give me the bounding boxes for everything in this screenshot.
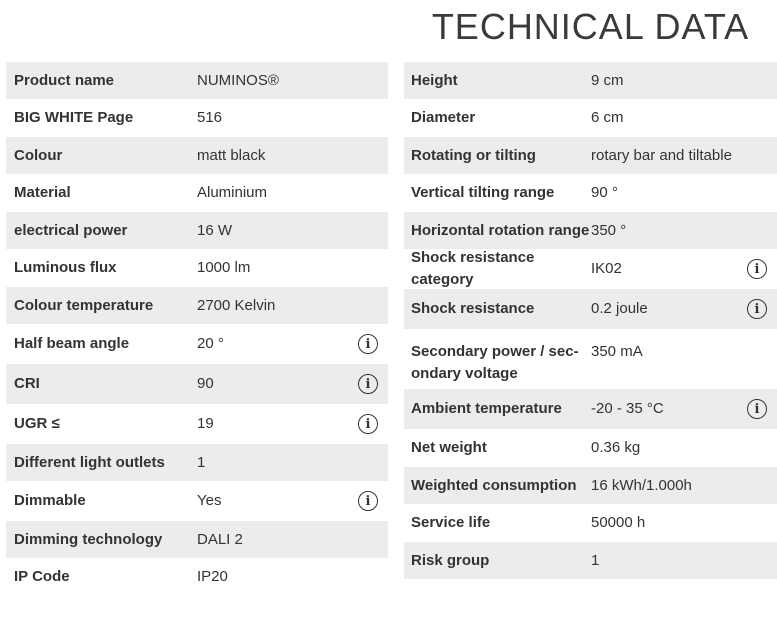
spec-value: 90 °	[591, 184, 618, 201]
left-spec-table	[6, 62, 388, 596]
spec-row-light-outlets	[6, 444, 388, 481]
spec-label: Diameter	[411, 109, 476, 126]
spec-row-electrical-power	[6, 212, 388, 249]
spec-label: Horizontal rotation range	[411, 221, 590, 239]
spec-label: BIG WHITE Page	[14, 109, 134, 126]
spec-value: 90	[197, 375, 214, 392]
spec-row-shock-resistance	[404, 289, 777, 329]
spec-row-height	[404, 62, 777, 99]
spec-label: Luminous flux	[14, 259, 117, 276]
info-icon[interactable]: i	[747, 299, 767, 319]
info-icon[interactable]: i	[358, 334, 378, 354]
info-icon[interactable]: i	[747, 259, 767, 279]
spec-value: 9 cm	[591, 71, 624, 89]
spec-row-colour	[6, 137, 388, 174]
spec-value: 1	[197, 453, 206, 471]
spec-label-line: Secondary power / sec-	[411, 343, 579, 360]
spec-label: Rotating or tilting	[411, 146, 536, 164]
spec-value: 2700 Kelvin	[197, 296, 276, 314]
info-icon[interactable]: i	[358, 374, 378, 394]
spec-label: Different light outlets	[14, 453, 165, 471]
spec-label: Shock resistance	[411, 300, 535, 317]
spec-label: Dimming technology	[14, 530, 163, 548]
spec-value: matt black	[197, 146, 266, 164]
spec-value: IP20	[197, 568, 228, 585]
info-icon[interactable]: i	[358, 414, 378, 434]
spec-row-dimmable	[6, 481, 388, 521]
spec-row-luminous-flux	[6, 249, 388, 287]
spec-row-ip-code	[6, 558, 388, 596]
spec-label: CRI	[14, 375, 40, 392]
spec-label: Vertical tilting range	[411, 184, 555, 201]
spec-value: 516	[197, 109, 223, 126]
spec-label: Colour	[14, 146, 63, 164]
spec-value: -20 - 35 °C	[591, 400, 664, 417]
spec-value: 16 W	[197, 221, 233, 239]
spec-value: 1	[591, 551, 600, 569]
spec-row-net-weight	[404, 429, 777, 467]
spec-label: Net weight	[411, 439, 487, 456]
spec-value: NUMINOS®	[197, 71, 279, 89]
spec-value: rotary bar and tiltable	[591, 146, 732, 164]
spec-row-secondary-power	[404, 329, 777, 389]
spec-row-service-life	[404, 504, 777, 542]
spec-row-dimming-technology	[6, 521, 388, 558]
spec-value: 6 cm	[591, 109, 624, 126]
spec-row-material	[6, 174, 388, 212]
spec-row-half-beam-angle	[6, 324, 388, 364]
spec-value: 350 mA	[591, 343, 643, 360]
spec-label: Material	[14, 184, 71, 201]
spec-value: 350 °	[591, 221, 627, 239]
spec-row-shock-category	[404, 249, 777, 289]
spec-label: Service life	[411, 514, 491, 531]
info-icon[interactable]: i	[358, 491, 378, 511]
spec-label: Weighted consumption	[411, 476, 577, 494]
spec-label: Colour temperature	[14, 296, 154, 314]
spec-label: Shock resistance category	[411, 249, 535, 288]
spec-label: Risk group	[411, 551, 490, 569]
spec-value: 0.2 joule	[591, 300, 648, 317]
spec-row-product-name	[6, 62, 388, 99]
spec-value: Yes	[197, 492, 222, 509]
spec-label: IP Code	[14, 568, 70, 585]
spec-row-horizontal-rotation	[404, 212, 777, 249]
spec-value: 0.36 kg	[591, 439, 641, 456]
spec-row-diameter	[404, 99, 777, 137]
spec-row-vertical-tilting	[404, 174, 777, 212]
spec-row-colour-temperature	[6, 287, 388, 324]
spec-row-cri	[6, 364, 388, 404]
spec-value: 50000 h	[591, 514, 646, 531]
spec-value: 1000 lm	[197, 259, 251, 276]
spec-value: Aluminium	[197, 184, 268, 201]
spec-label: Dimmable	[14, 492, 86, 509]
spec-value: 16 kWh/1.000h	[591, 476, 692, 494]
spec-value: IK02	[591, 260, 622, 277]
right-spec-table	[404, 62, 777, 579]
spec-label	[404, 341, 591, 385]
spec-label: Product name	[14, 71, 115, 89]
spec-label-line: ondary voltage	[411, 365, 518, 382]
spec-row-ugr	[6, 404, 388, 444]
spec-label: Ambient temperature	[411, 400, 562, 417]
spec-row-rotating-tilting	[404, 137, 777, 174]
spec-row-risk-group	[404, 542, 777, 579]
spec-row-ambient-temperature	[404, 389, 777, 429]
spec-row-page	[6, 99, 388, 137]
info-icon[interactable]: i	[747, 399, 767, 419]
spec-label: Height	[411, 71, 458, 89]
spec-row-weighted-consumption	[404, 467, 777, 504]
spec-value: DALI 2	[197, 530, 243, 548]
spec-value: 20 °	[197, 335, 224, 352]
spec-value: 19	[197, 415, 214, 432]
spec-label: Half beam angle	[14, 335, 130, 352]
spec-label: UGR ≤	[14, 415, 60, 432]
spec-label: electrical power	[14, 221, 128, 239]
page-title: TECHNICAL DATA	[431, 6, 750, 47]
